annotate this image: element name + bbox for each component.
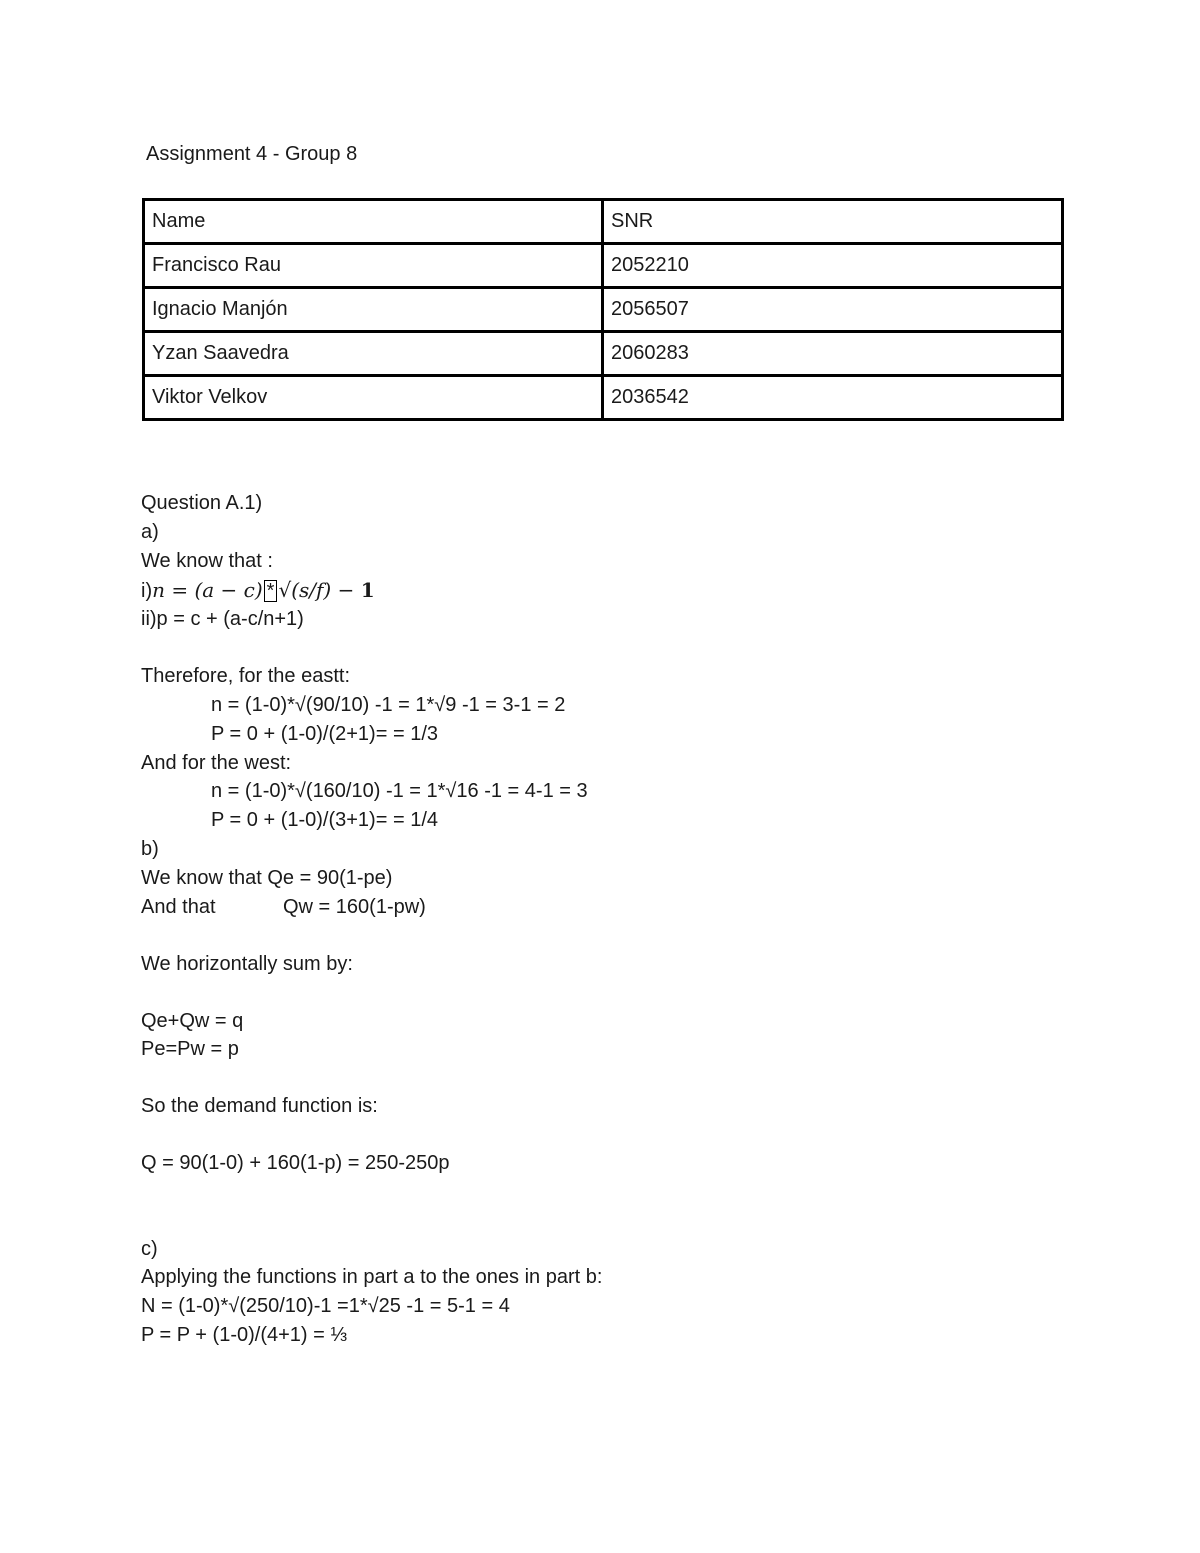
qw-equation: Qw = 160(1-pw) <box>283 896 426 918</box>
formula-i <box>141 577 375 604</box>
table-row <box>144 244 1063 288</box>
west-p-equation: P = 0 + (1-0)/(3+1)= = 1/4 <box>211 809 438 831</box>
question-heading: Question A.1) <box>141 492 263 514</box>
qw-line <box>141 894 426 920</box>
we-know-text: We know that : <box>141 550 273 572</box>
formula-i-rhs: √(𝑠/𝑓) − <box>278 578 361 602</box>
member-name: Yzan Saavedra <box>144 332 603 376</box>
table-header-row <box>144 200 1063 244</box>
applying-text: Applying the functions in part a to the ones in part b: <box>141 1266 603 1288</box>
c-n-equation: N = (1-0)*√(250/10)-1 =1*√25 -1 = 5-1 = 4 <box>141 1295 510 1317</box>
east-p-equation: P = 0 + (1-0)/(2+1)= = 1/3 <box>211 723 438 745</box>
member-snr: 2036542 <box>603 376 1063 420</box>
formula-i-operator: * <box>264 580 278 602</box>
column-header-snr: SNR <box>603 200 1063 244</box>
member-snr: 2056507 <box>603 288 1063 332</box>
and-west-text: And for the west: <box>141 752 292 774</box>
qw-label: And that <box>141 896 216 918</box>
formula-i-one: 1 <box>360 578 375 602</box>
east-n-equation: n = (1-0)*√(90/10) -1 = 1*√9 -1 = 3-1 = 2 <box>211 694 566 716</box>
member-snr: 2052210 <box>603 244 1063 288</box>
sum-q-equation: Qe+Qw = q <box>141 1010 244 1032</box>
member-name: Francisco Rau <box>144 244 603 288</box>
c-p-equation: P = P + (1-0)/(4+1) = ⅓ <box>141 1324 348 1346</box>
member-name: Viktor Velkov <box>144 376 603 420</box>
west-n-equation: n = (1-0)*√(160/10) -1 = 1*√16 -1 = 4-1 = 3 <box>211 780 588 802</box>
table-row <box>144 288 1063 332</box>
demand-equation: Q = 90(1-0) + 160(1-p) = 250-250p <box>141 1152 450 1174</box>
demand-intro-text: So the demand function is: <box>141 1095 378 1117</box>
page-title: Assignment 4 - Group 8 <box>146 143 358 165</box>
column-header-name: Name <box>144 200 603 244</box>
members-table <box>142 198 1064 421</box>
member-snr: 2060283 <box>603 332 1063 376</box>
horizontal-sum-text: We horizontally sum by: <box>141 953 353 975</box>
formula-ii: ii)p = c + (a-c/n+1) <box>141 608 304 630</box>
formula-i-lhs: 𝑛 = (𝑎 − 𝑐) <box>152 578 263 602</box>
part-b-label: b) <box>141 838 159 860</box>
qe-equation: We know that Qe = 90(1-pe) <box>141 867 393 889</box>
table-row <box>144 332 1063 376</box>
sum-p-equation: Pe=Pw = p <box>141 1038 239 1060</box>
part-c-label: c) <box>141 1238 158 1260</box>
therefore-east-text: Therefore, for the eastt: <box>141 665 350 687</box>
part-a-label: a) <box>141 521 159 543</box>
member-name: Ignacio Manjón <box>144 288 603 332</box>
table-row <box>144 376 1063 420</box>
formula-i-prefix: i) <box>141 580 153 602</box>
